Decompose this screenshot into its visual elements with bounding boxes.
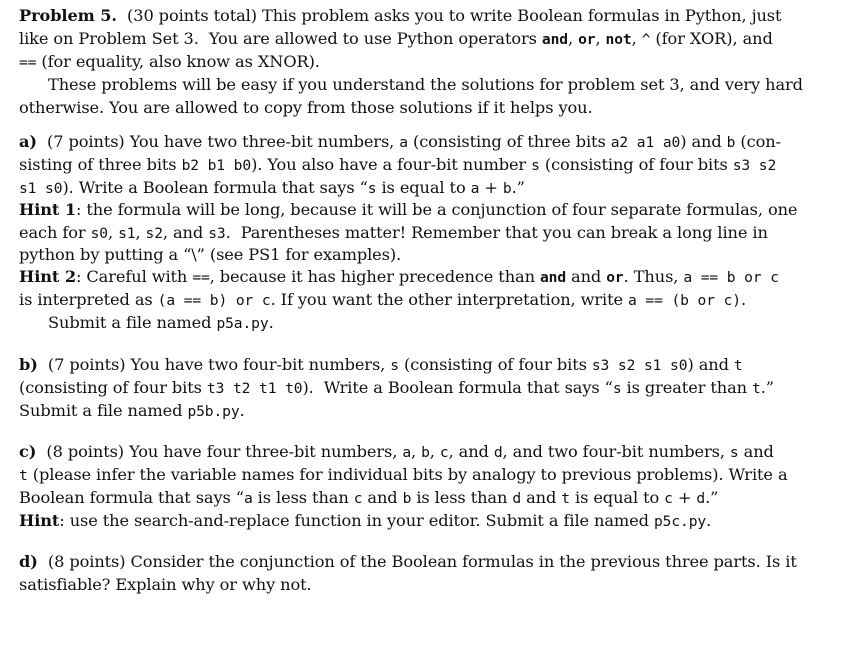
text-span: Submit a file named (48, 313, 217, 332)
bold-label: Problem 5. (19, 6, 117, 25)
text-span: .” (705, 488, 719, 507)
code-span: s (729, 444, 739, 461)
text-span: , (631, 29, 642, 48)
text-span: sisting of three bits (19, 155, 182, 174)
text-span: . (740, 290, 747, 309)
part-a-text-line (19, 177, 525, 200)
text-span: (consisting of four bits (539, 155, 733, 174)
code-span: (a == b) or c (157, 292, 271, 309)
text-span: , (411, 442, 422, 461)
text-span: + (479, 178, 503, 197)
text-span: ). Write a Boolean formula that says “ (302, 378, 613, 397)
text-span: . Thus, (623, 267, 684, 286)
code-span: t (752, 380, 761, 397)
code-span: s (390, 357, 399, 374)
part-a-hint2-line (19, 266, 779, 289)
text-span: . (239, 401, 245, 420)
text-span: ) and (680, 132, 727, 151)
problem-text-line (19, 28, 773, 51)
code-span: a (399, 134, 408, 151)
code-span: ^ (641, 31, 651, 48)
code-span: s (367, 180, 377, 197)
problem-heading-line (19, 5, 781, 27)
code-span: b (421, 444, 430, 461)
code-span: s3 s2 s1 s0 (591, 357, 688, 374)
text-span: is less than (252, 488, 354, 507)
part-a-hint1-line (19, 199, 797, 221)
text-span: and (566, 267, 607, 286)
text-span: , because it has higher precedence than (209, 267, 540, 286)
text-span: is interpreted as (19, 290, 158, 309)
text-span: . If you want the other interpretation, write (270, 290, 629, 309)
problem-text-line (19, 51, 320, 74)
text-span: (8 points) Consider the conjunction of the Boolean formulas in the previous three parts. Is it (37, 552, 797, 571)
code-span: d (512, 490, 522, 507)
part-c-text-line (19, 464, 788, 487)
code-span: s (612, 380, 622, 397)
text-span: and (362, 488, 403, 507)
part-a-text-line (19, 289, 746, 312)
text-span: , (107, 223, 119, 242)
text-span: is less than (411, 488, 513, 507)
code-span: t (561, 490, 570, 507)
text-span: (consisting of four bits (398, 355, 592, 374)
code-span: and (541, 31, 568, 48)
code-span: p5b.py (187, 403, 240, 420)
code-span: s3 (208, 225, 226, 242)
code-span: a == b or c (683, 269, 779, 286)
text-span: (30 points total) This problem asks you to write Boolean formulas in Python, just (116, 6, 782, 25)
text-span: is greater than (621, 378, 753, 397)
text-span: , (135, 223, 146, 242)
code-span: b (726, 134, 736, 151)
code-span: not (605, 31, 632, 48)
text-span: + (672, 488, 697, 507)
part-b-text-line (19, 377, 774, 400)
code-span: or (606, 269, 624, 286)
bold-label: a) (19, 132, 37, 151)
text-span: : use the search-and-replace function in your editor. Submit a file named (59, 511, 654, 530)
text-span: : the formula will be long, because it will be a conjunction of four separate formulas, one (76, 200, 798, 219)
text-span: (con- (735, 132, 781, 151)
part-a-submit-line (48, 312, 274, 335)
text-span: , (429, 442, 440, 461)
code-span: s1 (118, 225, 136, 242)
code-span: s1 s0 (19, 180, 63, 197)
text-span: , and (448, 442, 494, 461)
code-span: c (439, 444, 449, 461)
text-span: satisfiable? Explain why or why not. (19, 575, 312, 594)
code-span: c (664, 490, 673, 507)
part-c-heading-line (19, 441, 774, 464)
bold-label: c) (19, 442, 37, 461)
code-span: b (402, 490, 412, 507)
code-span: a (402, 444, 412, 461)
text-span: python by putting a “\” (see PS1 for examples). (19, 245, 402, 264)
text-span: (consisting of four bits (19, 378, 207, 397)
part-a-heading-line (19, 131, 781, 154)
text-span: (8 points) You have four three-bit numbers, (36, 442, 403, 461)
part-d-heading-line (19, 551, 797, 573)
code-span: s3 s2 (732, 157, 777, 174)
code-span: p5c.py (653, 513, 707, 530)
text-span: otherwise. You are allowed to copy from those solutions if it helps you. (19, 98, 593, 117)
bold-label: d) (19, 552, 38, 571)
code-span: d (696, 490, 706, 507)
text-span: . (268, 313, 274, 332)
text-span: ) and (687, 355, 734, 374)
code-span: == (192, 269, 210, 286)
code-span: and (539, 269, 567, 286)
text-span: like on Problem Set 3. You are allowed to use Python operators (19, 29, 542, 48)
text-span: , (567, 29, 579, 48)
text-span: Submit a file named (19, 401, 188, 420)
code-span: s0 (90, 225, 108, 242)
text-span: and (521, 488, 562, 507)
text-span: Boolean formula that says “ (19, 488, 244, 507)
text-span: and (738, 442, 774, 461)
text-span: (for XOR), and (650, 29, 773, 48)
bold-label: b) (19, 355, 38, 374)
bold-label: Hint 2 (19, 267, 76, 286)
code-span: == (19, 54, 37, 71)
text-span: (7 points) You have two three-bit numbers, (36, 132, 400, 151)
text-span: .” (511, 178, 525, 197)
code-span: s2 (145, 225, 163, 242)
text-span: (please infer the variable names for individual bits by analogy to previous problems). Write a (27, 465, 788, 484)
text-span: These problems will be easy if you understand the solutions for problem set 3, and very hard (48, 75, 803, 94)
code-span: t3 t2 t1 t0 (206, 380, 303, 397)
bold-label: Hint 1 (19, 200, 76, 219)
text-span: is equal to (569, 488, 665, 507)
code-span: a (470, 180, 480, 197)
code-span: b (502, 180, 512, 197)
part-a-text-line (19, 222, 768, 245)
problem-text-line (19, 97, 593, 119)
part-a-text-line (19, 154, 776, 177)
part-a-text-line (19, 244, 401, 266)
text-span: each for (19, 223, 91, 242)
text-span: ). You also have a four-bit number (251, 155, 532, 174)
code-span: a == (b or c) (628, 292, 741, 309)
text-span: ). Write a Boolean formula that says “ (62, 178, 368, 197)
text-span: , and two four-bit numbers, (502, 442, 730, 461)
code-span: p5a.py (216, 315, 269, 332)
bold-label: Hint (19, 511, 60, 530)
code-span: d (493, 444, 503, 461)
part-b-heading-line (19, 354, 743, 377)
text-span: (for equality, also know as XNOR). (36, 52, 320, 71)
code-span: c (353, 490, 363, 507)
text-span: , (595, 29, 606, 48)
problem-text-line (48, 74, 803, 96)
part-c-hint-line (19, 510, 711, 533)
code-span: t (733, 357, 743, 374)
text-span: . (706, 511, 712, 530)
code-span: a (243, 490, 253, 507)
code-span: or (578, 31, 596, 48)
text-span: . Parentheses matter! Remember that you can break a long line in (225, 223, 768, 242)
text-span: (7 points) You have two four-bit numbers, (37, 355, 391, 374)
code-span: a2 a1 a0 (610, 134, 681, 151)
code-span: b2 b1 b0 (181, 157, 252, 174)
text-span: , and (162, 223, 209, 242)
text-span: : Careful with (76, 267, 193, 286)
code-span: s (531, 157, 540, 174)
code-span: t (19, 467, 28, 484)
part-d-text-line (19, 574, 312, 596)
text-span: (consisting of three bits (407, 132, 611, 151)
part-c-text-line (19, 487, 718, 510)
part-b-submit-line (19, 400, 245, 423)
text-span: .” (760, 378, 774, 397)
text-span: is equal to (376, 178, 471, 197)
